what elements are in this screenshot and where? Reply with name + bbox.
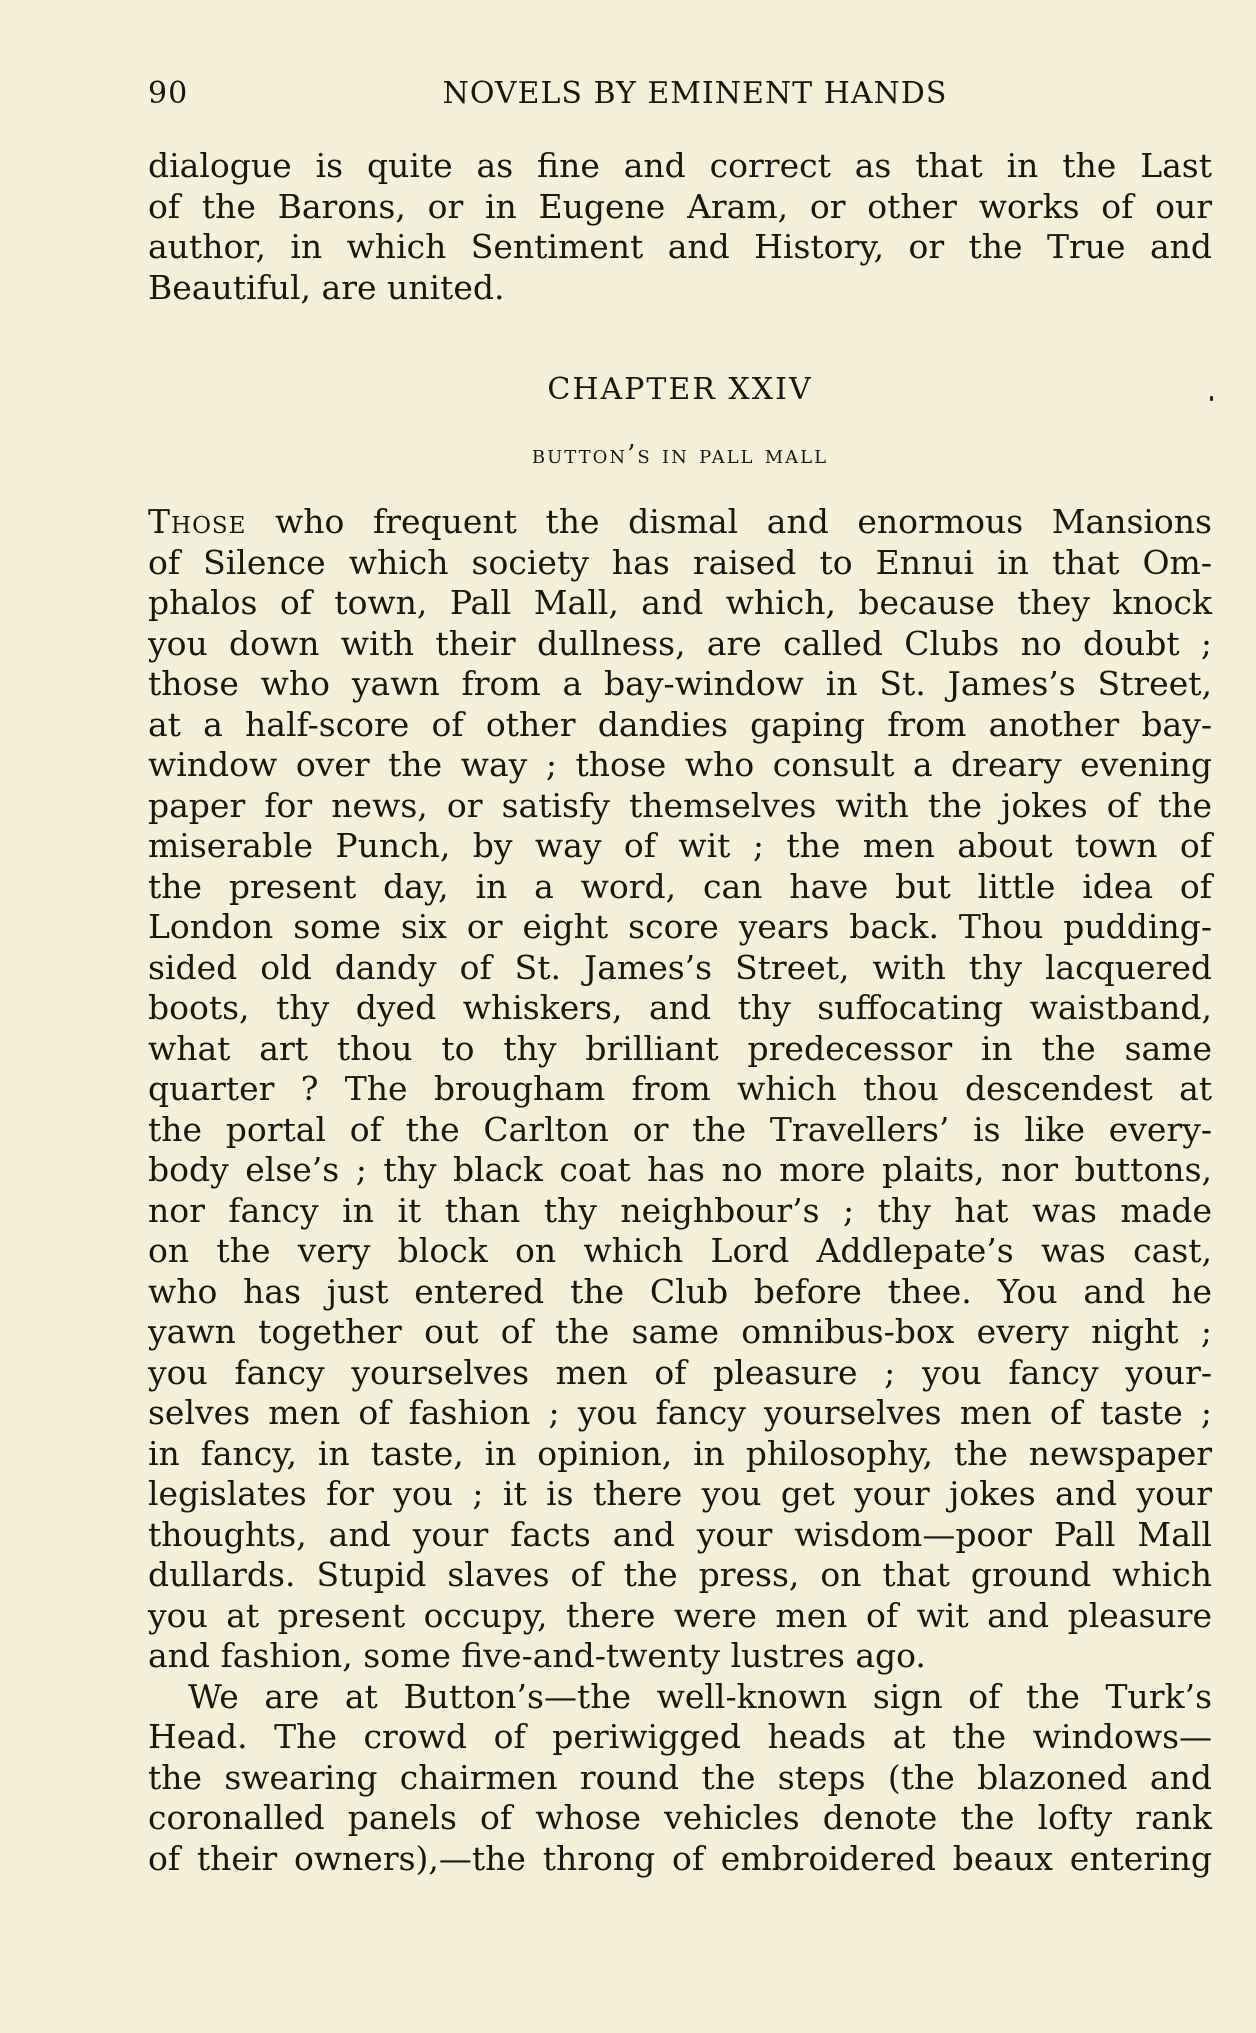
text-line: the portal of the Carlton or the Travellers’ is like every- <box>148 1109 1212 1149</box>
text-line: author, in which Sentiment and History, or the True and <box>148 227 1212 266</box>
text-line: of Silence which society has raised to Ennui in that Om- <box>148 542 1212 582</box>
text-line: window over the way ; those who consult a dreary evening <box>148 745 1212 784</box>
text-line: yawn together out of the same omnibus-box every night ; <box>148 1312 1212 1351</box>
text-line: dialogue is quite as fine and correct as that in the Last <box>148 146 1212 185</box>
text-line: legislates for you ; it is there you get your jokes and your <box>148 1474 1212 1513</box>
text-line: selves men of fashion ; you fancy yourselves men of taste ; <box>148 1393 1212 1432</box>
chapter-title: CHAPTER XXIV <box>547 372 813 407</box>
text-line: in fancy, in taste, in opinion, in philosophy, the newspaper <box>148 1433 1212 1473</box>
text-line: We are at Button’s—the well-known sign of the Turk’s <box>188 1676 1212 1716</box>
text-line: quarter ? The brougham from which thou descendest at <box>148 1069 1212 1108</box>
drop-word: Those <box>148 502 247 541</box>
text-line: body else’s ; thy black coat has no more plaits, nor buttons, <box>148 1150 1212 1189</box>
text-line: boots, thy dyed whiskers, and thy suffocating waistband, <box>148 988 1212 1027</box>
text-line: and fashion, some five-and-twenty lustres ago. <box>148 1636 926 1675</box>
running-title: NOVELS BY EMINENT HANDS <box>442 76 948 111</box>
text-line: coronalled panels of whose vehicles denote the lofty rank <box>148 1798 1212 1837</box>
text-line: sided old dandy of St. James’s Street, with thy lacquered <box>148 947 1212 987</box>
text-line: the present day, in a word, can have but little idea of <box>148 866 1212 906</box>
text-line: Head. The crowd of periwigged heads at the windows— <box>148 1717 1212 1756</box>
first-line-rest: who frequent the dismal and enormous Mansions <box>246 502 1212 541</box>
text-line: those who yawn from a bay-window in St. James’s Street, <box>148 664 1212 703</box>
print-speck <box>1210 396 1213 401</box>
text-line: of the Barons, or in Eugene Aram, or other works of our <box>148 186 1212 226</box>
main-paragraph <box>148 502 1212 1879</box>
first-text-line <box>148 502 1212 543</box>
chapter-subtitle: button’s in pall mall <box>531 440 829 470</box>
intro-paragraph <box>148 146 1212 308</box>
running-head <box>148 76 1212 120</box>
text-line: you fancy yourselves men of pleasure ; you fancy your- <box>148 1352 1212 1392</box>
text-line: phalos of town, Pall Mall, and which, because they knock <box>148 583 1212 622</box>
text-line: what art thou to thy brilliant predecessor in the same <box>148 1028 1212 1068</box>
page-number: 90 <box>148 76 189 111</box>
text-line: you at present occupy, there were men of wit and pleasure <box>148 1595 1212 1635</box>
text-line: nor fancy in it than thy neighbour’s ; thy hat was made <box>148 1190 1212 1230</box>
text-line: the swearing chairmen round the steps (the blazoned and <box>148 1757 1212 1797</box>
text-line: you down with their dullness, are called Clubs no doubt ; <box>148 623 1212 663</box>
text-line: paper for news, or satisfy themselves with the jokes of the <box>148 785 1212 825</box>
text-line: London some six or eight score years back. Thou pudding- <box>148 907 1212 946</box>
text-line: at a half-score of other dandies gaping from another bay- <box>148 704 1212 744</box>
text-line: who has just entered the Club before thee. You and he <box>148 1271 1212 1311</box>
text-line: of their owners),—the throng of embroidered beaux entering <box>148 1838 1212 1878</box>
text-line: thoughts, and your facts and your wisdom—poor Pall Mall <box>148 1514 1212 1554</box>
text-line: dullards. Stupid slaves of the press, on that ground which <box>148 1555 1212 1594</box>
text-line: miserable Punch, by way of wit ; the men about town of <box>148 826 1212 865</box>
text-line: on the very block on which Lord Addlepate’s was cast, <box>148 1231 1212 1270</box>
text-line: Beautiful, are united. <box>148 267 505 307</box>
